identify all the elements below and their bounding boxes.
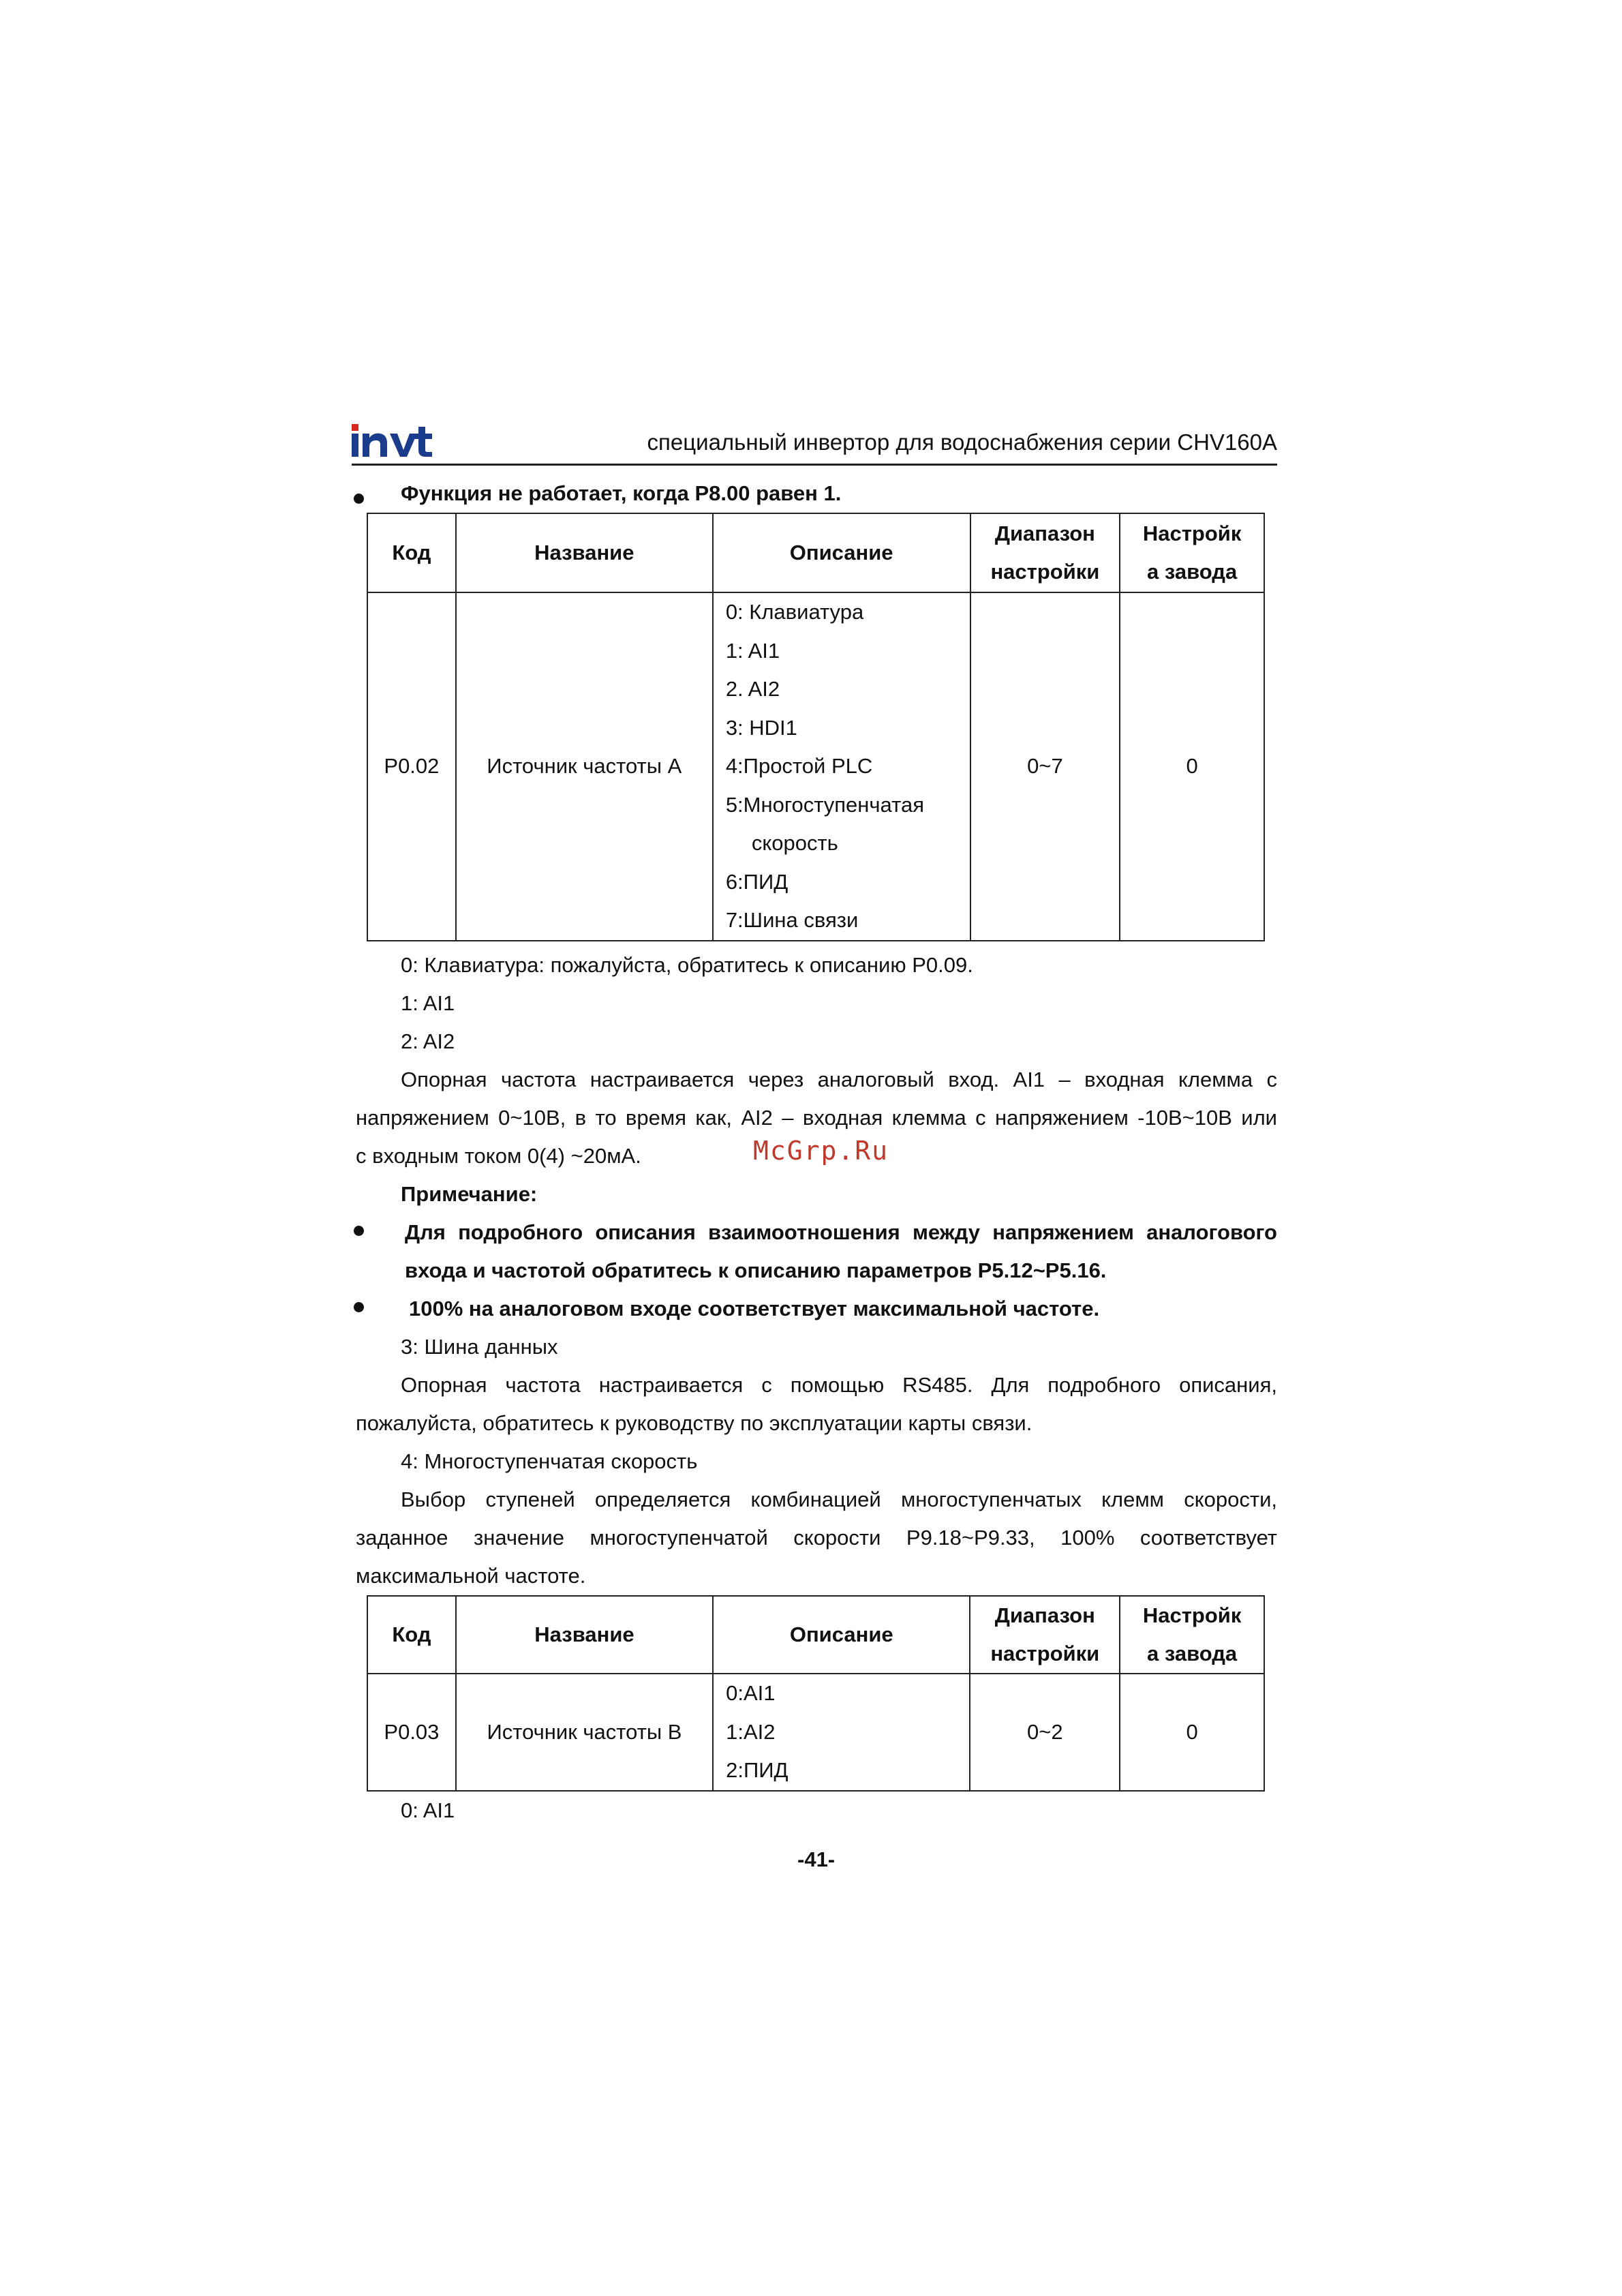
option-item: 6:ПИД [725,869,789,894]
paragraph: 0: AI1 [401,1798,455,1822]
param-table-p003 [367,1595,1265,1792]
param-code: P0.02 [367,592,456,941]
option-item: 0:AI1 [726,1681,776,1705]
watermark: McGrp.Ru [753,1136,889,1166]
note-item: Для подробного описания взаимоотношения между напряжением аналогового [405,1220,1277,1244]
param-range: 0~7 [970,592,1120,941]
page-number: -41- [797,1847,836,1871]
note-label: Примечание: [401,1182,538,1206]
option-item: 7:Шина связи [725,908,859,932]
option-item: 2:ПИД [726,1758,789,1782]
param-code: P0.03 [367,1674,456,1791]
note-item: 100% на аналоговом входе соответствует максимальной частоте. [409,1297,1100,1320]
note-top: Функция не работает, когда P8.00 равен 1. [401,481,842,505]
col-header-factory: Настройк а завода [1120,513,1264,592]
paragraph: Опорная частота настраивается с помощью RS485. Для подробного описания, [401,1373,1277,1397]
bullet-icon [354,494,364,504]
bullet-icon [354,1226,364,1236]
col-header-name: Название [456,513,713,592]
col-header-code: Код [367,513,456,592]
option-item: 4:Простой PLC [725,754,873,778]
paragraph: напряжением 0~10В, в то время как, AI2 – входная клемма с напряжением -10В~10В или [356,1106,1277,1130]
col-header-name: Название [456,1596,713,1674]
note-item: входа и частотой обратитесь к описанию параметров P5.12~P5.16. [405,1258,1107,1282]
col-header-factory: Настройк а завода [1120,1596,1264,1674]
param-default: 0 [1120,592,1264,941]
param-range: 0~2 [970,1674,1120,1791]
paragraph: максимальной частоте. [356,1564,586,1588]
option-item: 5:Многоступенчатая [725,792,924,817]
option-item: 0: Клавиатура [725,600,864,624]
paragraph: 0: Клавиатура: пожалуйста, обратитесь к описанию P0.09. [401,953,973,977]
col-header-range: Диапазон настройки [970,1596,1120,1674]
paragraph: 4: Многоступенчатая скорость [401,1449,698,1473]
param-options [713,1674,970,1791]
paragraph: 3: Шина данных [401,1335,558,1359]
param-table-p002 [367,513,1265,941]
header-title: специальный инвертор для водоснабжения серии CHV160A [647,429,1277,455]
param-name: Источник частоты A [456,592,713,941]
page-header [352,416,1277,466]
paragraph: заданное значение многоступенчатой скорости P9.18~P9.33, 100% соответствует [356,1526,1277,1550]
paragraph: Выбор ступеней определяется комбинацией многоступенчатых клемм скорости, [401,1487,1277,1511]
paragraph: 2: AI2 [401,1029,455,1053]
param-options [713,592,970,941]
col-header-code: Код [367,1596,456,1674]
paragraph: Опорная частота настраивается через аналоговый вход. AI1 – входная клемма с [401,1068,1277,1091]
paragraph: пожалуйста, обратитесь к руководству по эксплуатации карты связи. [356,1411,1032,1435]
paragraph: с входным током 0(4) ~20мА. [356,1144,641,1168]
param-name: Источник частоты B [456,1674,713,1791]
col-header-range: Диапазон настройки [970,513,1120,592]
option-item: 1: AI1 [725,638,780,663]
option-item: 1:AI2 [726,1719,776,1744]
bullet-icon [354,1302,364,1312]
param-default: 0 [1120,1674,1264,1791]
col-header-desc: Описание [713,513,970,592]
paragraph: 1: AI1 [401,991,455,1015]
option-item: скорость [751,831,838,855]
option-item: 3: HDI1 [725,715,797,740]
col-header-desc: Описание [713,1596,970,1674]
invt-logo [352,421,435,459]
option-item: 2. AI2 [725,677,780,701]
